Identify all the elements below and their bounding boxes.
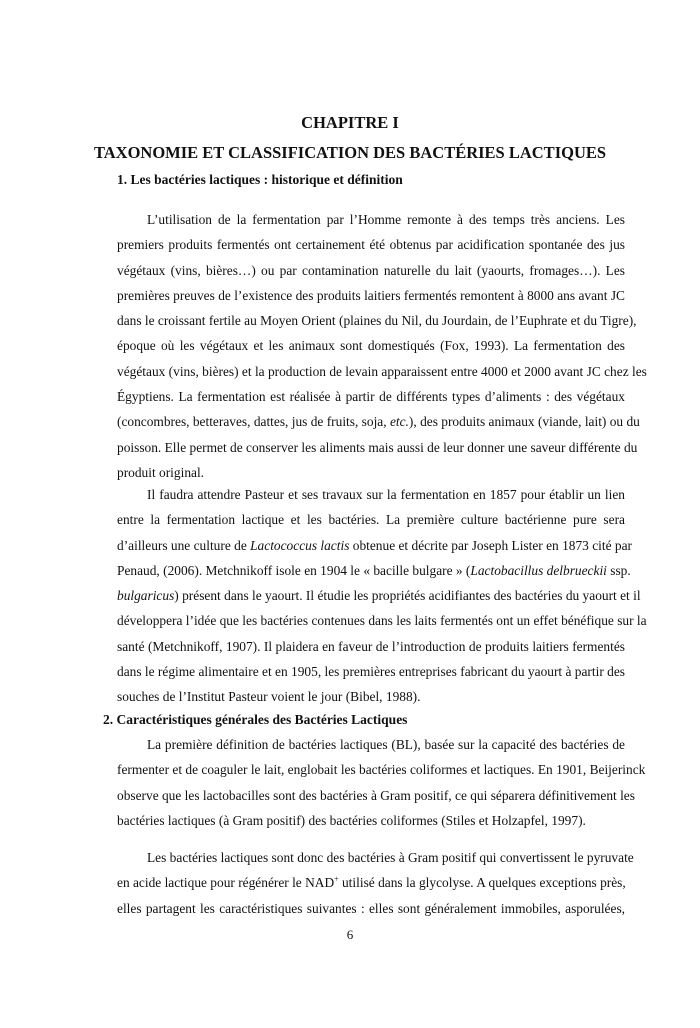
text-line: elles partagent les caractéristiques suivantes : elles sont généralement immobiles, asporulées,	[117, 900, 625, 916]
text-line	[117, 409, 640, 434]
text-run: ) présent dans le yaourt. Il étudie les propriétés acidifiantes des bactéries du yaourt et il	[174, 588, 641, 604]
text-run: (concombres, betteraves, dattes, jus de fruits, soja,	[117, 414, 390, 430]
text-line: dans le régime alimentaire et en 1905, les premières entreprises fabricant du yaourt à partir des	[117, 664, 625, 680]
species-name-italic: Lactobacillus delbrueckii	[470, 562, 607, 578]
text-run: utilisé dans la glycolyse. A quelques exceptions près,	[338, 875, 626, 891]
text-line: Il faudra attendre Pasteur et ses travaux sur la fermentation en 1857 pour établir un lien	[147, 487, 625, 502]
text-line: époque où les végétaux et les animaux sont domestiqués (Fox, 1993). La fermentation des	[117, 338, 625, 354]
text-run: d’ailleurs une culture de	[117, 537, 251, 553]
text-line: Les bactéries lactiques sont donc des bactéries à Gram positif qui convertissent le pyruvate	[147, 850, 634, 865]
text-line	[117, 583, 641, 608]
species-name-italic: Lactococcus lactis	[250, 537, 350, 553]
species-name-italic: bulgaricus	[117, 588, 175, 604]
text-line: végétaux (vins, bières) et la production de levain apparaissent entre 4000 et 2000 avant JC chez les	[117, 363, 647, 379]
text-line	[117, 870, 625, 895]
section-heading-2: 2. Caractéristiques générales des Bactéries Lactiques	[103, 712, 408, 727]
text-line: poisson. Elle permet de conserver les aliments mais aussi de leur donner une saveur différente du	[117, 439, 638, 455]
italic-text: etc.	[389, 414, 409, 430]
text-line: bactéries lactiques (à Gram positif) des bactéries coliformes (Stiles et Holzapfel, 1997).	[117, 812, 586, 828]
text-run: en acide lactique pour régénérer le NAD	[117, 875, 335, 891]
section2-paragraph-1	[117, 732, 646, 833]
text-line: premières preuves de l’existence des produits laitiers fermentés remontent à 8000 ans avant JC	[117, 287, 625, 303]
text-run: Penaud, (2006). Metchnikoff isole en 1904 le « bacille bulgare » (	[117, 562, 471, 578]
text-line: observe que les lactobacilles sont des bactéries à Gram positif, ce qui séparera définitivement les	[117, 787, 635, 803]
section1-paragraph-2	[117, 482, 647, 710]
text-line: premiers produits fermentés ont certainement été obtenus par acidification spontanée des jus	[117, 237, 625, 253]
text-line: végétaux (vins, bières…) ou par contamination naturelle du lait (yaourts, fromages…). Les	[117, 262, 625, 278]
text-line: entre la fermentation lactique et les bactéries. La première culture bactérienne pure sera	[117, 512, 625, 528]
section1-paragraph-1	[117, 207, 647, 485]
text-line: La première définition de bactéries lactiques (BL), basée sur la capacité des bactéries de	[147, 737, 625, 752]
text-line: produit original.	[117, 464, 205, 480]
text-run: ), des produits animaux (viande, lait) ou du	[408, 414, 640, 430]
section-heading-1: 1. Les bactéries lactiques : historique et définition	[117, 172, 403, 187]
text-line: Égyptiens. La fermentation est réalisée à partir de différents types d’aliments : des végétaux	[117, 389, 625, 405]
text-line: développera l’idée que les bactéries contenues dans les laits fermentés ont un effet bénéfique sur la	[117, 613, 647, 629]
chapter-title: TAXONOMIE ET CLASSIFICATION DES BACTÉRIES LACTIQUES	[93, 143, 607, 162]
superscript: +	[334, 874, 339, 884]
section2-paragraph-2	[117, 845, 634, 921]
text-run: ssp.	[606, 562, 631, 578]
text-line: L’utilisation de la fermentation par l’Homme remonte à des temps très anciens. Les	[147, 212, 625, 227]
text-line: santé (Metchnikoff, 1907). Il plaidera en faveur de l’introduction de produits laitiers fermentés	[117, 638, 625, 654]
page-number: 6	[346, 927, 354, 942]
chapter-number: CHAPITRE I	[301, 113, 399, 132]
text-line: fermenter et de coaguler le lait, englobait les bactéries coliformes et lactiques. En 1901, Beijerinck	[117, 762, 646, 778]
text-run: obtenue et décrite par Joseph Lister en 1873 cité par	[349, 537, 632, 553]
text-line	[117, 558, 631, 583]
text-line	[117, 533, 632, 558]
text-line: souches de l’Institut Pasteur voient le jour (Bibel, 1988).	[117, 689, 421, 705]
text-line: dans le croissant fertile au Moyen Orient (plaines du Nil, du Jourdain, de l’Euphrate et du Tigre),	[117, 313, 637, 329]
